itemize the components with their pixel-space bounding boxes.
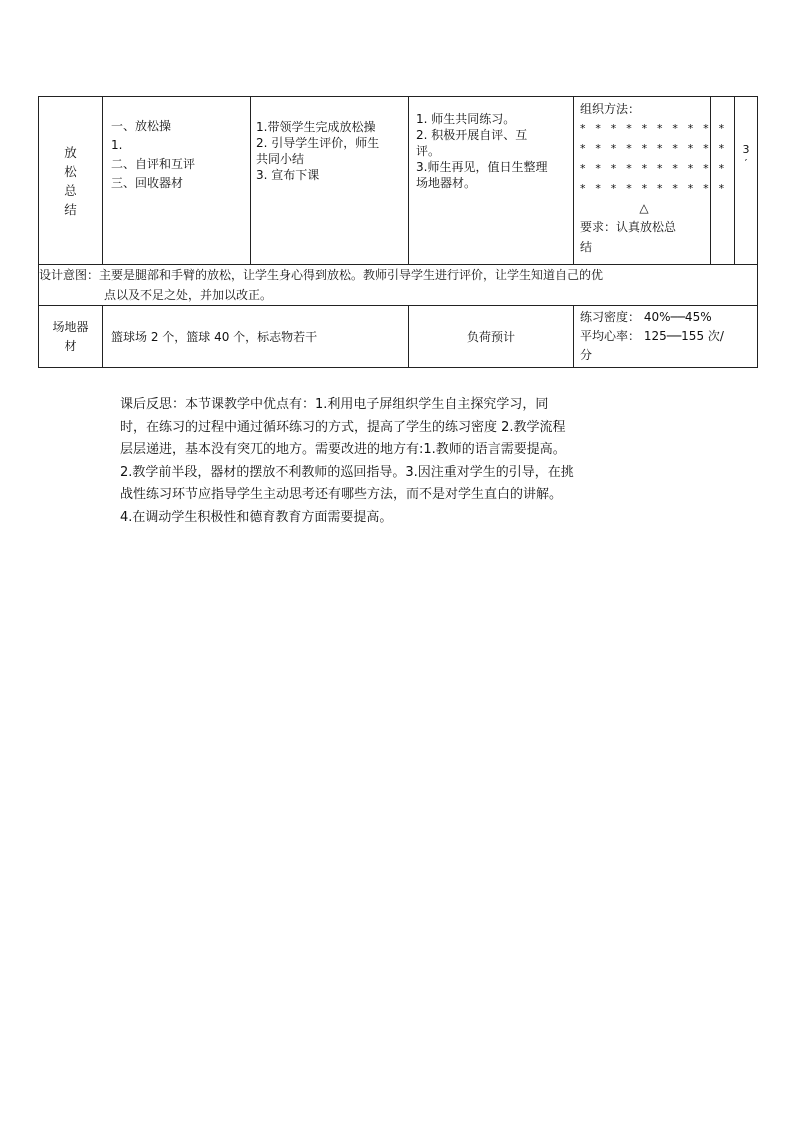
student-line: 3.师生再见，值日生整理 [416,160,548,174]
stage-cell [39,97,103,265]
reflection-line: 2.教学前半段，器材的摆放不利教师的巡回指导。3.因注重对学生的引导，在挑 [120,464,574,480]
teacher-triangle-icon: △ [639,201,649,215]
content-line: 一、放松操 [111,119,172,133]
time-cell [735,97,758,265]
student-line: 评。 [416,144,441,158]
teacher-line: 2. 引导学生评价，师生 [256,136,380,150]
stage-char: 结 [64,201,77,217]
requirement-line: 结 [580,240,593,254]
student-formation-row: * * * * * * * * * * [580,182,728,195]
venue-row [39,306,758,368]
time-value: 3 [742,143,750,156]
student-line: 场地器材。 [416,176,477,190]
org-title: 组织方法： [580,102,641,116]
student-formation-row: * * * * * * * * * * [580,162,728,175]
teacher-activity-cell [251,97,409,265]
requirement-line: 要求：认真放松总 [580,220,677,234]
average-heart-rate: 平均心率： 125──155 次/ [580,329,724,343]
content-line: 二、自评和互评 [111,157,196,171]
teacher-line: 3. 宣布下课 [256,168,320,182]
heart-rate-unit: 分 [580,348,593,362]
content-line: 1. [111,138,123,152]
relax-summary-row [39,97,758,265]
student-formation-row: * * * * * * * * * * [580,142,728,155]
design-intent-line: 点以及不足之处，并加以改正。 [104,288,273,302]
practice-density: 练习密度： 40%──45% [580,310,712,324]
reflection-line: 时，在练习的过程中通过循环练习的方式，提高了学生的练习密度 2.教学流程 [120,419,566,435]
reflection-line: 课后反思：本节课教学中优点有：1.利用电子屏组织学生自主探究学习，同 [120,397,549,412]
post-lesson-reflection [120,394,670,529]
student-line: 2. 积极开展自评、互 [416,128,528,142]
venue-label-line: 场地器 [52,319,89,334]
student-line: 1. 师生共同练习。 [416,112,516,126]
venue-label-line: 材 [64,338,77,353]
design-intent-cell [39,265,758,306]
venue-label-cell [39,306,103,368]
load-label-cell: 负荷预计 [409,306,574,368]
content-cell [103,97,251,265]
reflection-line: 战性练习环节应指导学生主动思考还有哪些方法，而不是对学生直白的讲解。 [120,487,563,502]
reflection-line: 4.在调动学生积极性和德育教育方面需要提高。 [120,509,393,525]
teacher-line: 共同小结 [256,152,305,166]
lesson-plan-table [38,96,758,368]
time-unit: ′ [744,157,748,170]
venue-equipment-cell: 篮球场 2 个，篮球 40 个，标志物若干 [103,306,409,368]
stage-char: 松 [64,163,77,179]
teacher-line: 1.带领学生完成放松操 [256,120,376,134]
student-formation-row: * * * * * * * * * * [580,122,728,135]
reflection-line: 层层递进，基本没有突兀的地方。需要改进的地方有:1.教师的语言需要提高。 [120,442,566,457]
stage-char: 总 [64,182,77,198]
content-line: 三、回收器材 [111,176,184,190]
organization-cell [574,97,728,265]
design-intent-row [39,265,758,306]
load-values-cell [574,306,758,368]
student-activity-cell [409,97,574,265]
design-intent-line: 设计意图：主要是腿部和手臂的放松，让学生身心得到放松。教师引导学生进行评价，让学生知道自己的优 [39,268,604,282]
stage-char: 放 [64,144,77,160]
